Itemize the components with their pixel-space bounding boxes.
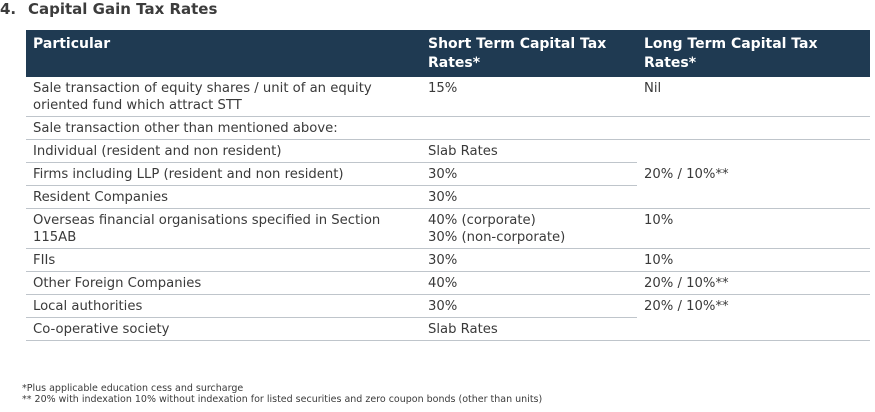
cell-short-term: 40% (421, 272, 637, 295)
cell-long-term: Nil (637, 77, 870, 117)
cell-short-term: 30% (421, 249, 637, 272)
short-term-line-2: 30% (non-corporate) (428, 230, 566, 245)
cell-particular: Co-operative society (26, 318, 421, 341)
tax-rates-table (26, 30, 870, 341)
section-heading (0, 0, 217, 18)
cell-short-term: 30% (421, 163, 637, 186)
cell-particular: Overseas financial organisations specified in Section 115AB (26, 209, 421, 249)
cell-short-term: Slab Rates (421, 318, 637, 341)
table-row (26, 117, 870, 140)
cell-long-term-merged: 20% / 10%** (637, 295, 870, 341)
cell-long-term: 10% (637, 209, 870, 249)
table-row (26, 77, 870, 117)
cell-particular: Other Foreign Companies (26, 272, 421, 295)
cell-particular: Local authorities (26, 295, 421, 318)
footnotes (22, 383, 542, 405)
cell-long-term: 10% (637, 249, 870, 272)
header-particular: Particular (26, 30, 421, 77)
cell-short-term: 15% (421, 77, 637, 117)
section-number: 4. (0, 0, 17, 18)
table-row (26, 249, 870, 272)
footnote-2: ** 20% with indexation 10% without indexation for listed securities and zero coupon bonds (other than units) (22, 394, 543, 405)
cell-particular: FIIs (26, 249, 421, 272)
cell-long-term: 20% / 10%** (637, 272, 870, 295)
header-short-term: Short Term Capital Tax Rates* (421, 30, 637, 77)
table-row (26, 272, 870, 295)
cell-long-term (637, 117, 870, 140)
cell-short-term: 30% (421, 295, 637, 318)
table-header-row (26, 30, 870, 77)
header-long-term: Long Term Capital Tax Rates* (637, 30, 870, 77)
short-term-line-1: 40% (corporate) (428, 213, 536, 228)
cell-short-term (421, 209, 637, 249)
section-title: Capital Gain Tax Rates (28, 0, 218, 18)
table-row (26, 295, 870, 318)
footnote-1: *Plus applicable education cess and surcharge (22, 383, 244, 394)
cell-particular: Firms including LLP (resident and non resident) (26, 163, 421, 186)
cell-short-term: 30% (421, 186, 637, 209)
cell-short-term: Slab Rates (421, 140, 637, 163)
cell-particular: Sale transaction other than mentioned above: (26, 117, 421, 140)
cell-long-term-merged: 20% / 10%** (637, 140, 870, 209)
cell-particular: Resident Companies (26, 186, 421, 209)
table-row (26, 140, 870, 163)
cell-particular: Sale transaction of equity shares / unit of an equity oriented fund which attract STT (26, 77, 421, 117)
cell-particular: Individual (resident and non resident) (26, 140, 421, 163)
cell-short-term (421, 117, 637, 140)
table-row (26, 209, 870, 249)
